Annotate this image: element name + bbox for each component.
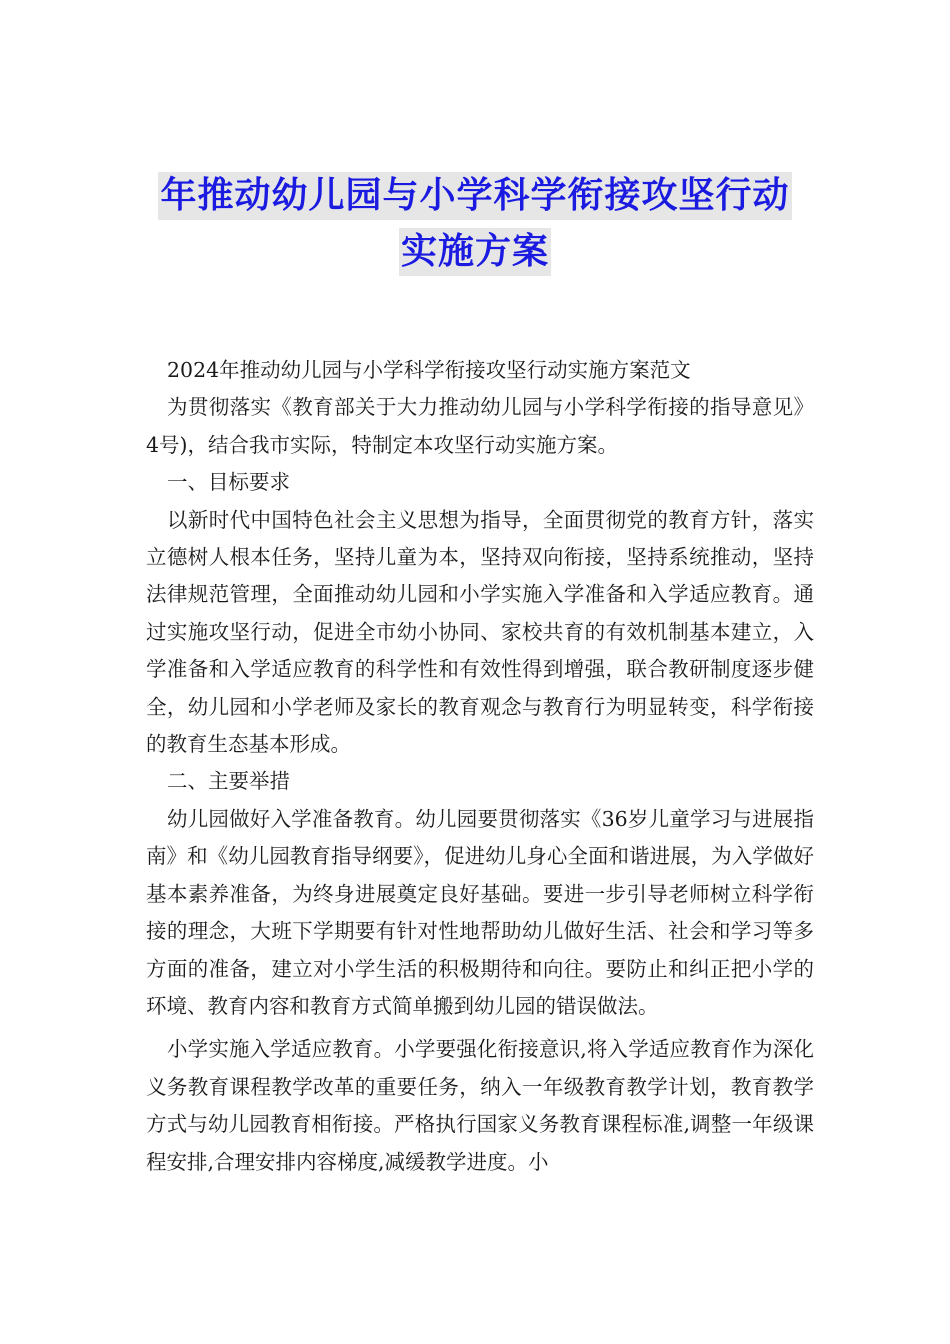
- document-title: [0, 172, 950, 284]
- paragraph-goals: 以新时代中国特色社会主义思想为指导，全面贯彻党的教育方针，落实立德树人根本任务，坚持儿童为本，坚持双向衔接，坚持系统推动，坚持法律规范管理，全面推动幼儿园和小学实施入学准备和入学适应教育。通过实施攻坚行动，促进全市幼小协同、家校共育的有效机制基本建立，入学准备和入学适应教育的科学性和有效性得到增强，联合教研制度逐步健全，幼儿园和小学老师及家长的教育观念与教育行为明显转变，科学衔接的教育生态基本形成。: [146, 507, 814, 757]
- paragraph-primary-school: 小学实施入学适应教育。小学要强化衔接意识,将入学适应教育作为深化义务教育课程教学改革的重要任务，纳入一年级教育教学计划，教育教学方式与幼儿园教育相衔接。严格执行国家义务教育课程标准,调整一年级课程安排,合理安排内容梯度,减缓教学进度。小: [146, 1037, 814, 1174]
- title-line-1: 年推动幼儿园与小学科学衔接攻坚行动: [158, 172, 791, 220]
- title-row-1: [0, 172, 950, 228]
- paragraph-intro: 为贯彻落实《教育部关于大力推动幼儿园与小学科学衔接的指导意见》4号)，结合我市实际，特制定本攻坚行动实施方案。: [146, 395, 814, 457]
- paragraph-kindergarten: 幼儿园做好入学准备教育。幼儿园要贯彻落实《36岁儿童学习与进展指南》和《幼儿园教育指导纲要》，促进幼儿身心全面和谐进展，为入学做好基本素养准备，为终身进展奠定良好基础。要进一步引导老师树立科学衔接的理念，大班下学期要有针对性地帮助幼儿做好生活、社会和学习等多方面的准备，建立对小学生活的积极期待和向往。要防止和纠正把小学的环境、教育内容和教育方式简单搬到幼儿园的错误做法。: [146, 806, 814, 1018]
- paragraph-subtitle: 2024年推动幼儿园与小学科学衔接攻坚行动实施方案范文: [167, 358, 691, 382]
- document-body: [146, 352, 814, 1181]
- title-row-2: [0, 228, 950, 284]
- section-heading-goals: 一、目标要求: [167, 470, 290, 495]
- section-heading-measures: 二、主要举措: [167, 769, 290, 794]
- title-line-2: 实施方案: [399, 228, 551, 276]
